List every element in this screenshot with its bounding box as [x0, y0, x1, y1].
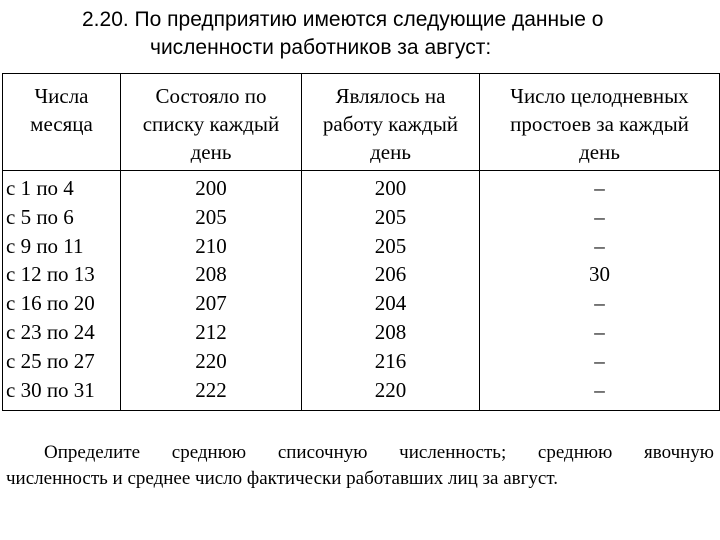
period-cell: с 25 по 27 [6, 348, 95, 373]
present-column [302, 171, 480, 411]
period-cell: с 5 по 6 [6, 204, 74, 229]
idle-cell: – [594, 204, 605, 229]
task-line-2: численность и среднее число фактически работавших лиц за август. [6, 468, 558, 489]
period-cell: с 9 по 11 [6, 233, 84, 258]
on-list-cell: 210 [195, 233, 227, 258]
idle-cell: – [594, 348, 605, 373]
task-text [6, 440, 714, 492]
present-cell: 200 [374, 176, 407, 200]
idle-column [480, 171, 720, 411]
on-list-cell: 220 [195, 348, 227, 373]
on-list-cell: 200 [195, 176, 227, 200]
periods-column [3, 171, 121, 411]
on-list-cell: 207 [195, 291, 227, 316]
header-present: Являлось на работу каждый день [302, 74, 480, 171]
present-cell: 205 [374, 233, 407, 258]
on-list-cell: 212 [195, 319, 227, 344]
idle-cell: – [594, 319, 605, 344]
idle-cell: – [594, 176, 605, 200]
table-header-row [3, 74, 720, 171]
present-cell: 205 [374, 204, 407, 229]
present-cell: 208 [374, 319, 407, 344]
idle-cell: – [594, 377, 605, 402]
header-idle-days: Число целодневных простоев за каждый день [480, 74, 720, 171]
heading-line-1: 2.20. По предприятию имеются следующие данные о [82, 8, 604, 31]
idle-cell: – [594, 233, 605, 258]
idle-cell: 30 [589, 262, 610, 287]
header-days-of-month: Числа месяца [3, 74, 121, 171]
present-cell: 220 [374, 377, 407, 402]
present-cell: 204 [374, 291, 407, 316]
task-line-1: Определите среднюю списочную численность; среднюю явочную [44, 442, 714, 463]
period-cell: с 16 по 20 [6, 291, 95, 316]
on-list-cell: 208 [195, 262, 227, 287]
present-cell: 216 [374, 348, 407, 373]
table-body-row [3, 171, 720, 411]
period-cell: с 30 по 31 [6, 377, 95, 402]
on-list-cell: 205 [195, 204, 227, 229]
on-list-column [121, 171, 302, 411]
workforce-table [2, 73, 720, 411]
present-cell: 206 [374, 262, 407, 287]
period-cell: с 1 по 4 [6, 176, 74, 200]
on-list-cell: 222 [195, 377, 227, 402]
idle-cell: – [594, 291, 605, 316]
period-cell: с 12 по 13 [6, 262, 95, 287]
header-on-list: Состояло по списку каждый день [121, 74, 302, 171]
period-cell: с 23 по 24 [6, 319, 95, 344]
heading-line-2: численности работников за август: [150, 36, 492, 59]
